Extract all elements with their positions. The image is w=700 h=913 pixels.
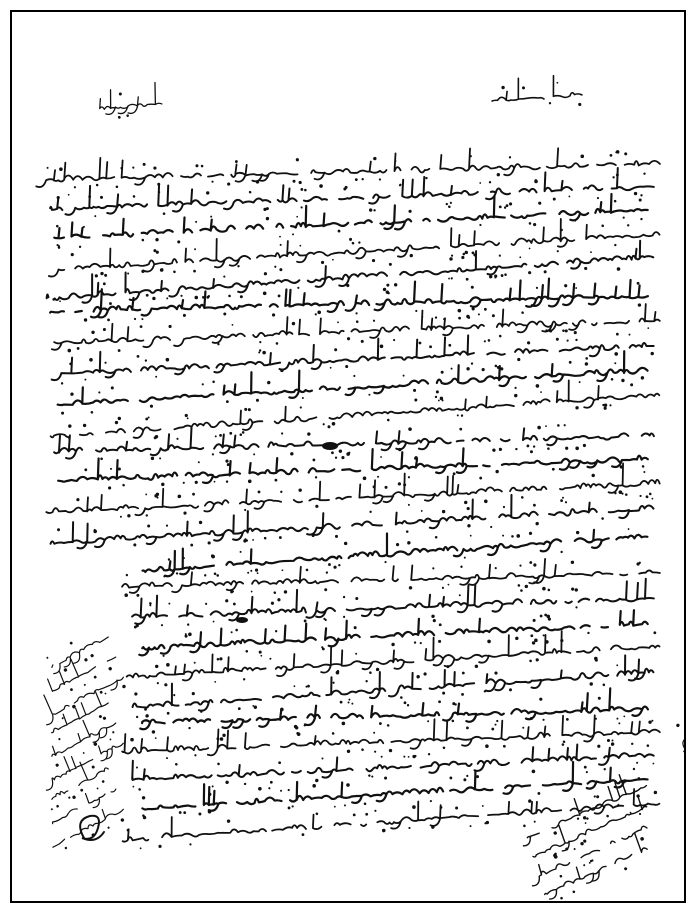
manuscript-line <box>141 516 648 583</box>
footer-mark <box>80 816 104 840</box>
left-margin-note <box>34 658 128 727</box>
manuscript-line <box>42 415 654 464</box>
manuscript-line <box>131 577 654 629</box>
manuscript-line <box>121 711 660 762</box>
signature-note <box>525 831 653 901</box>
signature-note <box>524 814 651 888</box>
manuscript-line <box>140 687 649 734</box>
header-basmala <box>491 74 583 112</box>
manuscript-line <box>50 275 649 323</box>
ink-blot <box>236 617 248 623</box>
manuscript-line <box>49 374 660 447</box>
ink-blot <box>322 442 338 450</box>
manuscript-line <box>36 143 661 191</box>
left-margin-note <box>48 801 128 857</box>
right-margin-note <box>660 543 684 760</box>
header-left-note <box>87 82 163 121</box>
manuscript-line <box>113 625 660 690</box>
manuscript-line <box>49 487 654 555</box>
manuscript-line <box>121 784 660 852</box>
manuscript-line <box>47 213 660 281</box>
handwritten-text <box>12 12 684 901</box>
manuscript-page <box>10 10 686 903</box>
left-margin-note <box>44 625 113 677</box>
left-margin-note <box>36 729 127 793</box>
